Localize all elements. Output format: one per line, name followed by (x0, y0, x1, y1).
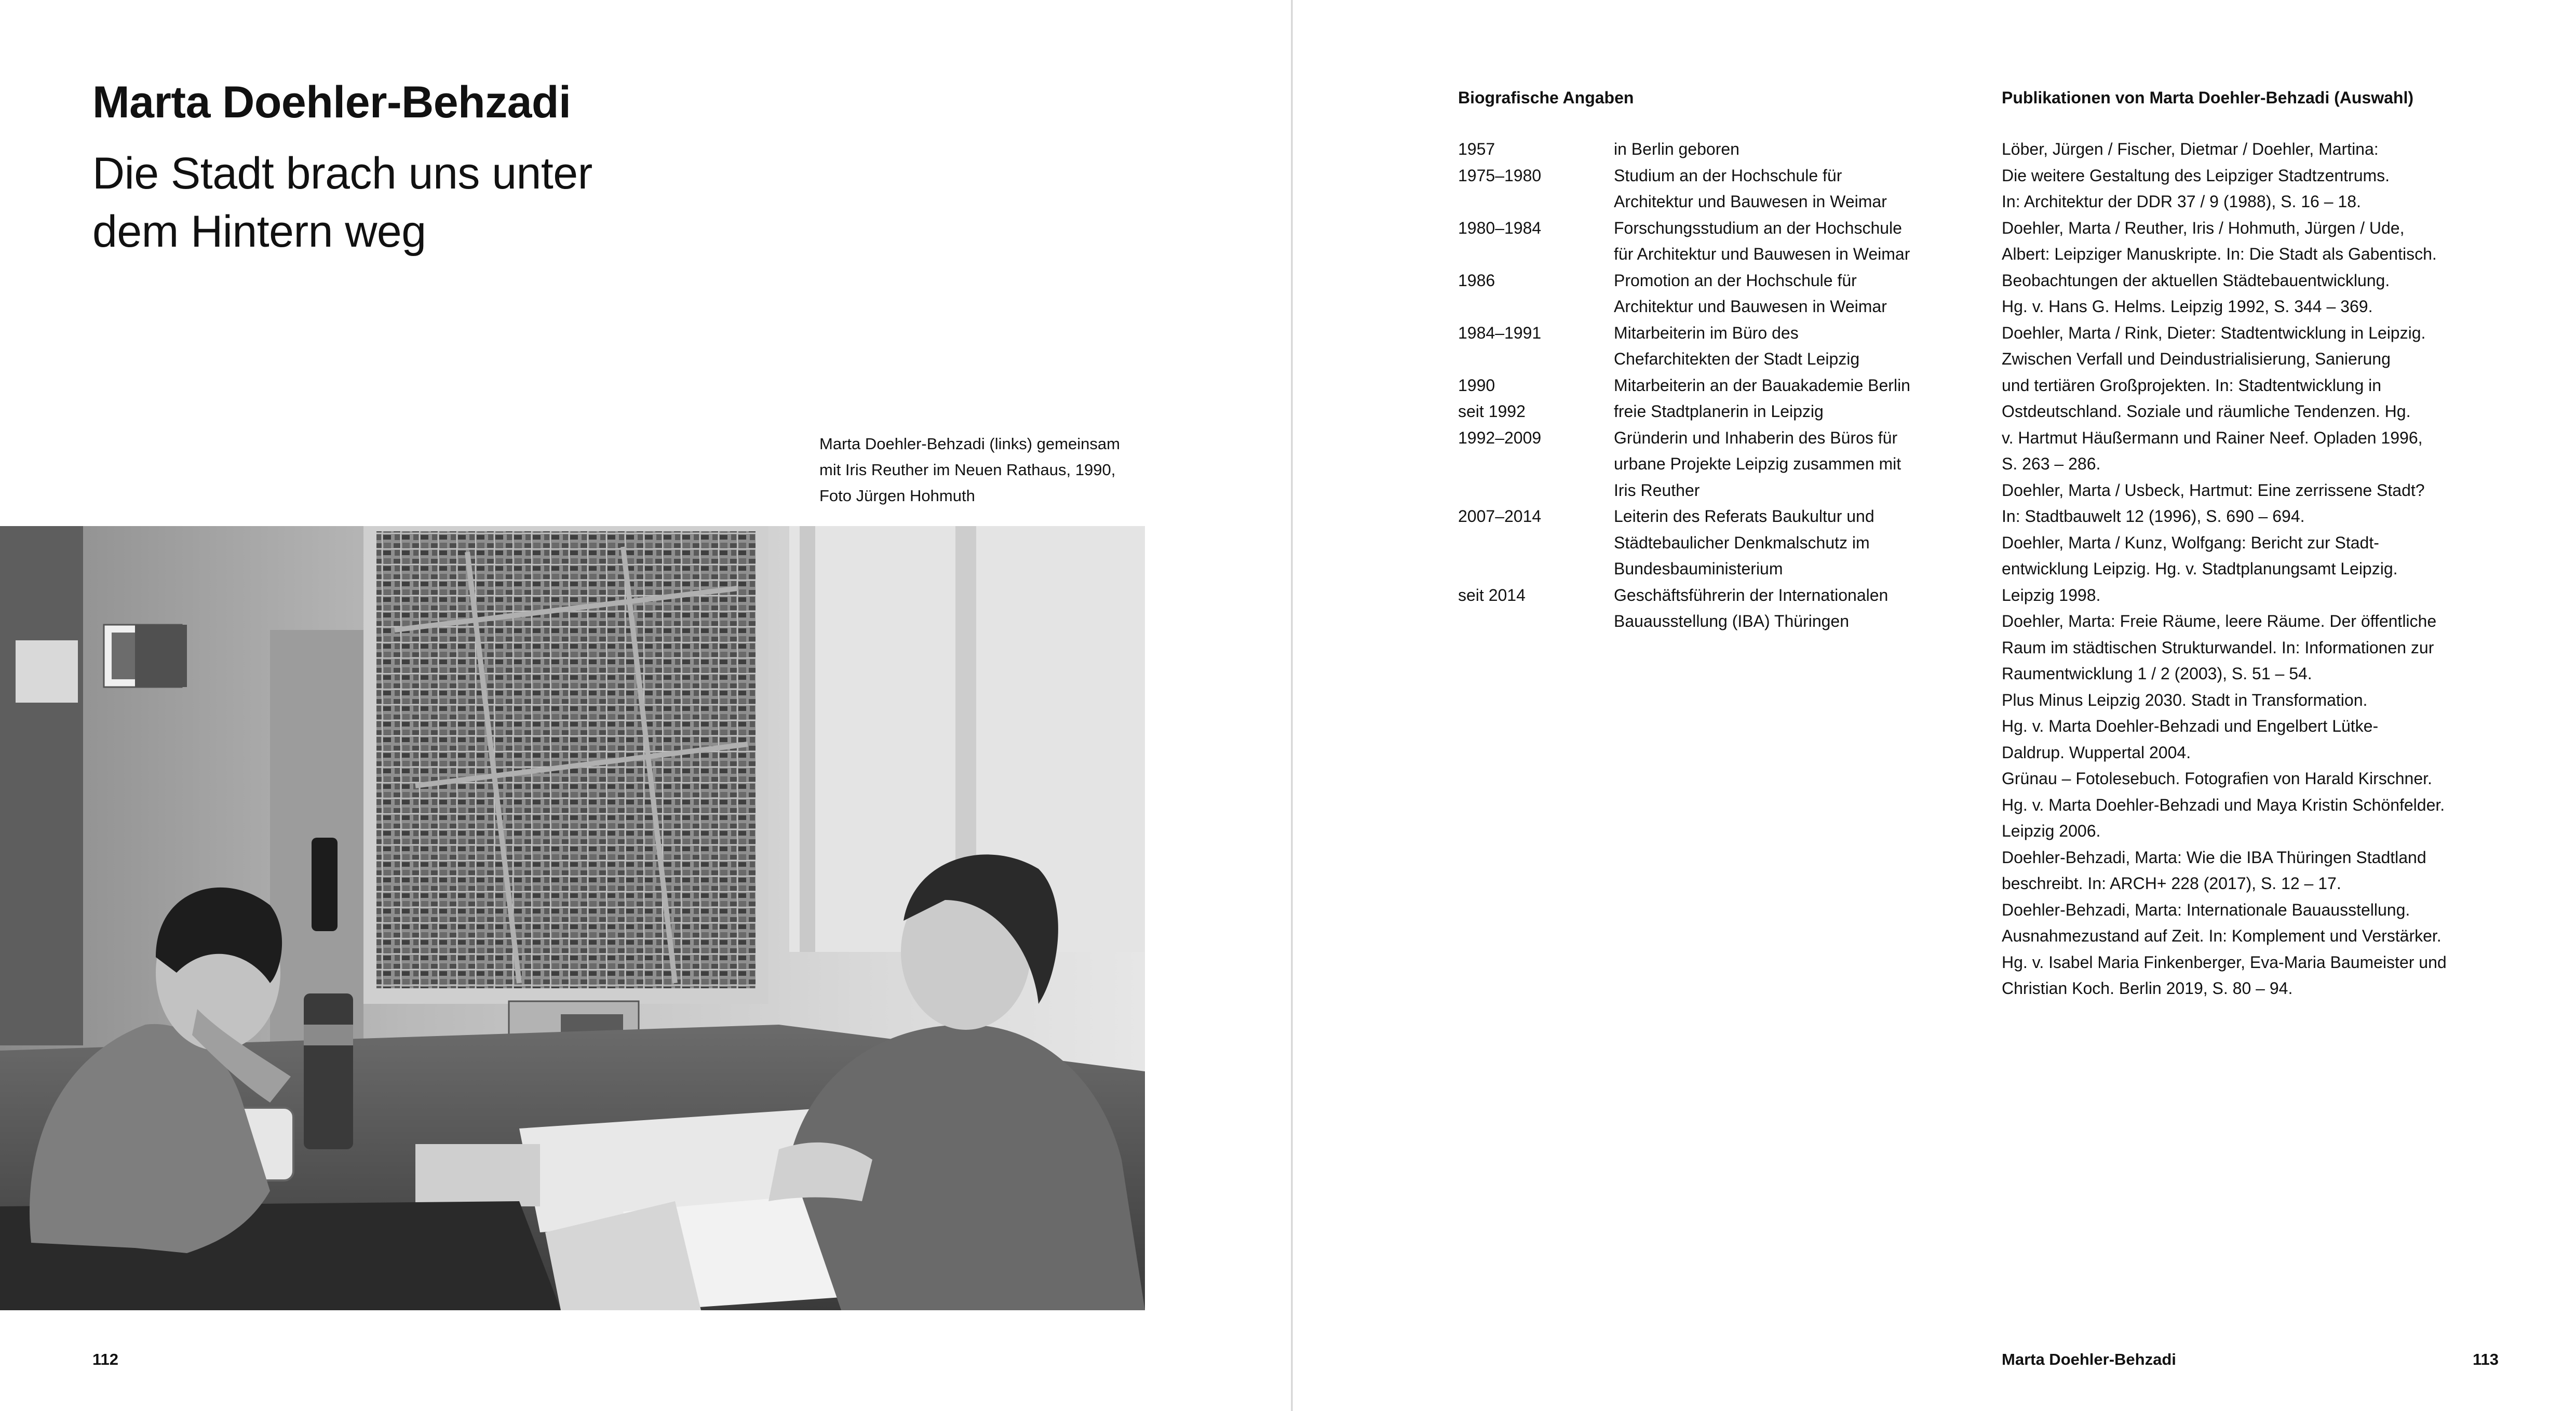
bio-year: 1957 (1458, 140, 1495, 158)
publication-line: S. 263 – 286. (2002, 454, 2101, 473)
bio-entry (1458, 372, 1977, 399)
bio-entry (1458, 582, 1977, 635)
caption-line: Foto Jürgen Hohmuth (819, 487, 975, 505)
bio-year: seit 2014 (1458, 585, 1526, 604)
bio-entry (1458, 215, 1977, 267)
publication-line: v. Hartmut Häußermann und Rainer Neef. Opladen 1996, (2002, 428, 2423, 447)
bio-year: 2007–2014 (1458, 507, 1542, 526)
subtitle-line: dem Hintern weg (92, 207, 426, 257)
publication-line: Raum im städtischen Strukturwandel. In: Informationen zur (2002, 638, 2434, 657)
bio-line: Städtebaulicher Denkmalschutz im (1614, 533, 1870, 552)
publication-line: Daldrup. Wuppertal 2004. (2002, 743, 2191, 762)
bio-entry (1458, 136, 1977, 163)
publication-line: Grünau – Fotolesebuch. Fotografien von Harald Kirschner. (2002, 769, 2432, 788)
biography-list (1458, 136, 1977, 635)
bio-line: Geschäftsführerin der Internationalen (1614, 585, 1889, 604)
bio-text (1614, 372, 1977, 399)
publication-line: Hg. v. Marta Doehler-Behzadi und Engelbert Lütke- (2002, 717, 2379, 735)
publication-line: Doehler-Behzadi, Marta: Wie die IBA Thüringen Stadtland (2002, 848, 2426, 867)
publication-line: Raumentwicklung 1 / 2 (2003), S. 51 – 54. (2002, 664, 2312, 683)
bio-line: freie Stadtplanerin in Leipzig (1614, 402, 1824, 421)
publication-line: In: Stadtbauwelt 12 (1996), S. 690 – 694. (2002, 507, 2305, 526)
bio-line: Mitarbeiterin an der Bauakademie Berlin (1614, 375, 1910, 395)
publication-line: Doehler-Behzadi, Marta: Internationale Bauausstellung. (2002, 900, 2410, 919)
publication-line: Die weitere Gestaltung des Leipziger Stadtzentrums. (2002, 166, 2390, 185)
publication-line: Zwischen Verfall und Deindustrialisierung, Sanierung (2002, 350, 2391, 368)
right-page (1293, 0, 2576, 1411)
bio-line: Bauausstellung (IBA) Thüringen (1614, 612, 1850, 630)
bio-year: seit 1992 (1458, 402, 1526, 421)
caption-line: Marta Doehler-Behzadi (links) gemeinsam (819, 435, 1120, 453)
bio-entry (1458, 425, 1977, 504)
bio-line: Iris Reuther (1614, 480, 1700, 500)
publications-heading: Publikationen von Marta Doehler-Behzadi (Auswahl) (2002, 88, 2413, 107)
bio-year: 1986 (1458, 271, 1495, 290)
publication-line: Doehler, Marta / Kunz, Wolfgang: Bericht zur Stadt- (2002, 533, 2379, 552)
bio-year: 1975–1980 (1458, 166, 1542, 185)
bio-line: für Architektur und Bauwesen in Weimar (1614, 245, 1910, 263)
bio-entry (1458, 163, 1977, 215)
publication-line: beschreibt. In: ARCH+ 228 (2017), S. 12 – 17. (2002, 874, 2341, 893)
publication-line: Leipzig 2006. (2002, 822, 2101, 840)
bio-text (1614, 320, 1977, 372)
bio-line: Mitarbeiterin im Büro des (1614, 323, 1799, 342)
bio-text (1614, 267, 1977, 320)
bio-line: Architektur und Bauwesen in Weimar (1614, 192, 1887, 211)
publication-line: und tertiären Großprojekten. In: Stadtentwicklung in (2002, 375, 2382, 395)
publication-line: Beobachtungen der aktuellen Städtebauentwicklung. (2002, 271, 2390, 290)
bio-line: Promotion an der Hochschule für (1614, 271, 1857, 290)
publication-line: entwicklung Leipzig. Hg. v. Stadtplanungsamt Leipzig. (2002, 559, 2398, 578)
bio-line: Bundesbauministerium (1614, 559, 1783, 578)
bio-text (1614, 425, 1977, 504)
bio-line: Chefarchitekten der Stadt Leipzig (1614, 350, 1860, 368)
publication-line: Albert: Leipziger Manuskripte. In: Die Stadt als Gabentisch. (2002, 245, 2437, 263)
publication-line: In: Architektur der DDR 37 / 9 (1988), S. 16 – 18. (2002, 192, 2361, 211)
running-head: Marta Doehler-Behzadi (2002, 1350, 2176, 1368)
bio-text (1614, 398, 1977, 425)
bio-line: Leiterin des Referats Baukultur und (1614, 507, 1874, 526)
bio-text (1614, 163, 1977, 215)
bio-line: urbane Projekte Leipzig zusammen mit (1614, 454, 1901, 473)
bio-line: Architektur und Bauwesen in Weimar (1614, 297, 1887, 316)
publication-line: Plus Minus Leipzig 2030. Stadt in Transformation. (2002, 690, 2368, 709)
bio-text (1614, 503, 1977, 582)
article-title: Marta Doehler-Behzadi (92, 77, 571, 127)
bio-line: Gründerin und Inhaberin des Büros für (1614, 428, 1898, 447)
bio-text (1614, 582, 1977, 635)
bio-year: 1984–1991 (1458, 323, 1542, 342)
publication-line: Leipzig 1998. (2002, 585, 2101, 604)
publication-line: Christian Koch. Berlin 2019, S. 80 – 94. (2002, 979, 2293, 998)
publication-line: Hg. v. Hans G. Helms. Leipzig 1992, S. 344 – 369. (2002, 297, 2373, 316)
bio-text (1614, 215, 1977, 267)
bio-entry (1458, 503, 1977, 582)
article-subtitle (92, 144, 767, 261)
publication-line: Löber, Jürgen / Fischer, Dietmar / Doehler, Martina: (2002, 140, 2379, 158)
bio-year: 1980–1984 (1458, 218, 1542, 237)
subtitle-line: Die Stadt brach uns unter (92, 149, 592, 198)
publication-line: Hg. v. Marta Doehler-Behzadi und Maya Kristin Schönfelder. (2002, 795, 2445, 814)
black-white-photo (0, 526, 1145, 1310)
bio-entry (1458, 267, 1977, 320)
photo-caption (819, 431, 1183, 509)
bio-entry (1458, 320, 1977, 372)
bio-year: 1992–2009 (1458, 428, 1542, 447)
caption-line: mit Iris Reuther im Neuen Rathaus, 1990, (819, 461, 1116, 479)
publication-line: Doehler, Marta / Rink, Dieter: Stadtentwicklung in Leipzig. (2002, 323, 2426, 342)
bio-year: 1990 (1458, 375, 1495, 395)
publication-line: Hg. v. Isabel Maria Finkenberger, Eva-Maria Baumeister und (2002, 952, 2447, 972)
publication-line: Doehler, Marta / Reuther, Iris / Hohmuth, Jürgen / Ude, (2002, 218, 2405, 237)
page-number-right: 113 (2473, 1350, 2499, 1368)
publication-line: Doehler, Marta / Usbeck, Hartmut: Eine zerrissene Stadt? (2002, 480, 2425, 500)
bio-line: Studium an der Hochschule für (1614, 166, 1842, 185)
page-number-left: 112 (92, 1350, 119, 1368)
bio-entry (1458, 398, 1977, 425)
bio-line: Forschungsstudium an der Hochschule (1614, 218, 1902, 237)
bio-line: in Berlin geboren (1614, 140, 1739, 158)
publication-line: Ausnahmezustand auf Zeit. In: Komplement und Verstärker. (2002, 926, 2442, 945)
publication-list (2002, 136, 2547, 1002)
publication-line: Doehler, Marta: Freie Räume, leere Räume. Der öffentliche (2002, 612, 2437, 630)
bio-heading: Biografische Angaben (1458, 88, 1634, 107)
bio-text (1614, 136, 1977, 163)
publication-line: Ostdeutschland. Soziale und räumliche Tendenzen. Hg. (2002, 402, 2411, 421)
